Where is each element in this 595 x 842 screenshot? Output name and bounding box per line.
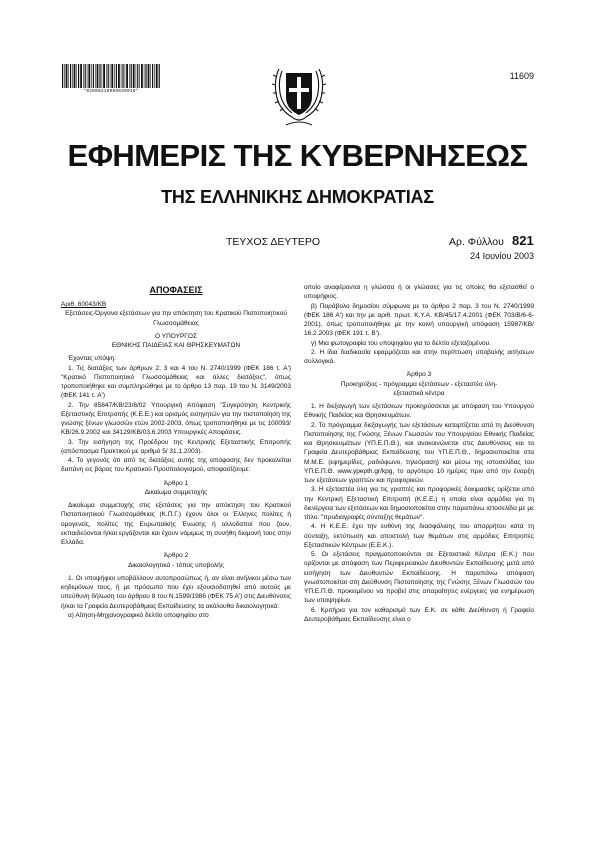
paragraph: 4. Η Κ.Ε.Ε. έχει την ευθύνη της διασφάλισης του απορρήτου κατά τη σύνταξη, εκτύπωση και αποστολή των θεμάτων στις αρμόδιες Επιτροπές Εξεταστικών Κέντρων (Ε.Ε.Κ.). (304, 523, 534, 549)
paragraph: Δικαίωμα συμμετοχής στις εξετάσεις για την απόκτηση του Κρατικού Πιστοποιητικού Γλωσσομάθειας (Κ.Π.Γ.) έχουν όλοι οι Έλληνες πολίτες ή ομογενείς, πολίτες της Ευρωπαϊκής Ένωσης ή αλλοδαποί που ζουν, εκπαιδεύονται ή/και εργάζονται και έχουν νόμιμως τη συνήθη διαμονή τους στην Ελλάδα. (61, 502, 291, 546)
decision-number: Αριθ. 60043/ΚΒ (61, 301, 107, 308)
minister-line-2: ΕΘΝΙΚΗΣ ΠΑΙΔΕΙΑΣ ΚΑΙ ΘΡΗΣΚΕΥΜΑΤΩΝ (111, 342, 241, 349)
sheet-label: Αρ. Φύλλου (449, 236, 504, 248)
decision-title: Εξετάσεις-Όργανα εξετάσεων για την απόκτηση του Κρατικού Πιστοποιητικού Γλωσσομάθειας (65, 310, 287, 327)
paragraph: β) Παράβολο δημοσίου σύμφωνα με το άρθρο 2 παρ. 3 του Ν. 2740/1999 (ΦΕΚ 186 Α') και την με αριθ. πρωτ. Κ.Υ.Α. ΚΒ/45/17.4.2001 (ΦΕΚ 703/Β/6-6-2001), όπως τροποποιήθηκε με την κοινή υπουργική απόφαση 15987/ΚΒ/ 16.2.2003 (ΦΕΚ 191 τ. Β'). (304, 302, 534, 338)
article-title: Δικαίωμα συμμετοχής (144, 488, 208, 496)
greek-coat-of-arms-emblem (270, 63, 328, 131)
paragraph: 3. Η εξεταστέα ύλη για τις γραπτές και προφορικές δοκιμασίες ορίζεται από την Κεντρική Εξεταστική Επιτροπή (Κ.Ε.Ε.) η οποία είναι αρμόδια για τη διενέργεια των εξετάσεων και δημοσιοποιείται στην παραπάνω ιστοσελίδα με με τίτλο: "προδιαγραφές σύνταξης θεμάτων". (304, 486, 534, 521)
paragraph: 1. Οι υποψήφιοι υποβάλλουν αυτοπροσώπως ή, αν είναι ανήλικοι μέσω των κηδεμόνων τους, ή με πρόσωπο που έχει εξουσιοδοτηθεί από αυτούς με υπεύθυνη δήλωση του άρθρου 8 του Ν.1599/1986 (ΦΕΚ 75 Α') στις Διευθύνσεις ή/και τα Γραφεία Δευτεροβάθμιας Εκπαίδευσης τα ακόλουθα δικαιολογητικά: (61, 574, 291, 610)
article-title: εξεταστικά κέντρα (393, 389, 445, 397)
paragraph: γ) Μια φωτογραφία του υποψηφίου για το δελτίο εξεταζομένου. (311, 339, 491, 347)
minister-line-1: Ο ΥΠΟΥΡΓΟΣ (155, 332, 197, 340)
page-number: 11609 (509, 71, 534, 81)
publication-date: 24 Ιουνίου 2003 (470, 251, 534, 261)
paragraph: 2. Το πρόγραμμα διεξαγωγής των εξετάσεων καταρτίζεται από τη Διεύθυνση Πιστοποίησης της Γνώσης Ξένων Γλωσσών του Υπουργείου Εθνικής Παιδείας και Θρησκευμάτων (ΥΠ.Ε.Π.Θ.), και ανακοινώνεται στις Διευθύνσεις και τα Γραφεία Δευτεροβάθμιας Εκπαίδευσης του ΥΠ.Ε.Π.Θ., δημοσιοποιείται στα Μ.Μ.Ε. (εφημερίδες, ραδιόφωνο, τηλεόραση) και μέσω της ιστοσελίδας του ΥΠ.Ε.Π.Θ. www.ypepth.gr/kpg, το αργότερο 10 ημέρες πριν από την έναρξη των εξετάσεων γραπτών και προφορικών. (304, 421, 534, 484)
left-column (61, 283, 291, 620)
article-title: Δικαιολογητικά - τόπος υποβολής (128, 561, 224, 569)
paragraph: 1. Η διεξαγωγή των εξετάσεων προκηρύσσεται με απόφαση του Υπουργού Εθνικής Παιδείας και Θρησκευμάτων. (304, 403, 534, 420)
article-heading: Άρθρο 3 (406, 371, 432, 379)
gazette-subtitle: ΤΗΣ ΕΛΛΗΝΙΚΗΣ ΔΗΜΟΚΡΑΤΙΑΣ (161, 187, 434, 207)
paragraph: 2. Την 85847/ΚΒ/23/8/02 Υπουργική Απόφαση "Συγκρότηση Κεντρικής Εξεταστικής Επιτροπής (Κ.Ε.Ε.) και ορισμός εισηγητών για την πιστοποίηση της γνώσης ξένων γλωσσών ετών 2002-2003, όπως τροποποιήθηκε με τις 100093/ΚΒ/26.9.2002 και 34129/ΚΒ/03.6.2003 Υπουργικές Αποφάσεις. (61, 401, 291, 437)
paragraph: 6. Κριτήρια για τον καθορισμό των Ε.Κ. σε κάθε Διεύθυνση ή Γραφείο Δευτεροβάθμιας Εκπαίδευσης είναι ο (304, 606, 534, 623)
gazette-title: ΕΦΗΜΕΡΙΣ ΤΗΣ ΚΥΒΕΡΝΗΣΕΩΣ (67, 138, 528, 173)
article-heading: Άρθρο 1 (163, 479, 189, 487)
article-title: Προκηρύξεις - πρόγραμμα εξετάσεων - εξεταστέα ύλη- (340, 380, 498, 388)
paragraph: οποίο αναφέρονται η γλώσσα ή οι γλώσσες για τις οποίες θα εξετασθεί ο υποψήφιος. (304, 284, 534, 301)
sheet-number: 821 (512, 233, 534, 248)
paragraph: 5. Οι εξετάσεις πραγματοποιούνται σε Εξεταστικά Κέντρα (Ε.Κ.) που ορίζονται με απόφαση των Περιφερειακών Διευθυντών Εκπαίδευσης μετά από εισήγηση των Διευθυντών Εκπαίδευσης. Η παραπάνω απόφαση γνωστοποιείται στη Διεύθυνση Πιστοποίησης της Γνώσης Ξένων Γλωσσών του ΥΠ.Ε.Π.Θ. προκειμένου να προβεί στις απαραίτητες ενέργειες για ενημέρωση των υποψηφίων. (304, 551, 534, 605)
paragraph: 1. Τις διατάξεις των άρθρων 2, 3 και 4 του Ν. 2740/1999 (ΦΕΚ 186 τ. Α') "Κρατικό Πιστοποιητικό Γλωσσομάθειας και άλλες διατάξεις", όπως τροποποιήθηκε και συμπληρώθηκε με το άρθρο 13 παρ. 19 του Ν. 3149/2003 (ΦΕΚ 141 τ. Α') (61, 364, 291, 400)
barcode (62, 64, 160, 88)
paragraph: 4. Το γεγονός ότι από τις διατάξεις αυτής της απόφασης δεν προκαλείται δαπάνη εις βάρος του Κρατικού Προϋπολογισμού, αποφασίζουμε: (61, 457, 291, 474)
paragraph: 2. Η ίδια διαδικασία εφαρμόζεται και στην περίπτωση υποβολής αιτήσεων συλλογικά. (304, 348, 534, 365)
paragraph: 3. Την εισήγηση της Προέδρου της Κεντρικής Εξεταστικής Επιτροπής (απόσπασμα Πρακτικού με αριθμό 5/ 31.1.2003). (61, 438, 291, 455)
article-heading: Άρθρο 2 (163, 552, 189, 560)
section-heading: ΑΠΟΦΑΣΕΙΣ (149, 285, 203, 295)
right-column (304, 283, 534, 624)
paragraph: Έχοντας υπόψη: (68, 355, 117, 363)
issue-label: ΤΕΥΧΟΣ ΔΕΥΤΕΡΟ (226, 236, 321, 248)
paragraph: α) Αίτηση-Μηχανογραφικό δελτίο υποψηφίου στο (68, 611, 209, 619)
barcode-number: *02008210906030010* (83, 89, 139, 94)
